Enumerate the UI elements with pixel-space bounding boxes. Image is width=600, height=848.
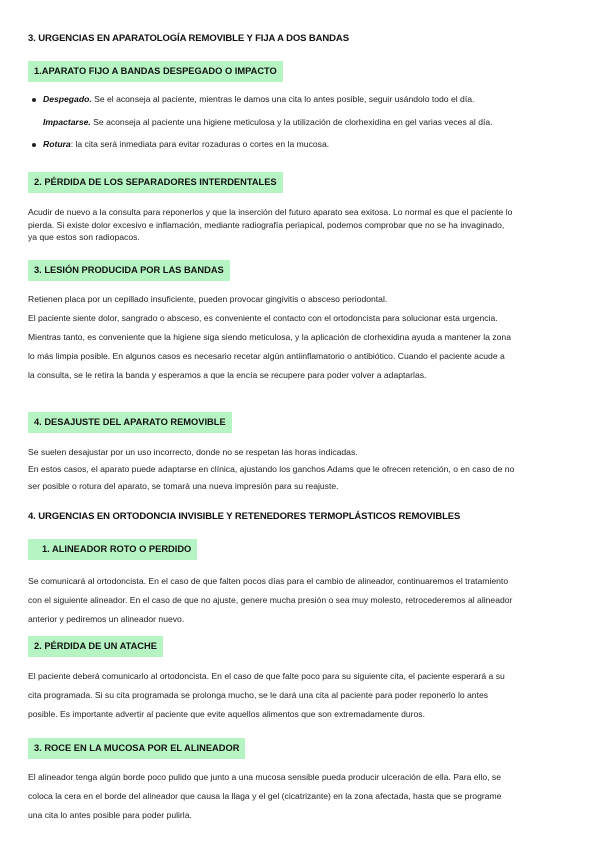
bullet-dot bbox=[32, 98, 36, 102]
subsection-heading-alineador-roto: 1. ALINEADOR ROTO O PERDIDO bbox=[28, 539, 197, 560]
paragraph-roce-mucosa: El alineador tenga algún borde poco pulido que junto a una mucosa sensible pueda producir ulceración de ella. Para ello, se coloca la cera en el borde del alineador que causa la llaga y el gel (cicatrizante) en la zona afectada, hasta que se programe una cita lo antes posible para poder pulirla. bbox=[28, 772, 502, 820]
section-4-heading: 4. URGENCIAS EN ORTODONCIA INVISIBLE Y RETENEDORES TERMOPLÁSTICOS REMOVIBLES bbox=[28, 511, 461, 522]
paragraph-alineador-roto: Se comunicará al ortodoncista. En el caso de que falten pocos días para el cambio de alineador, continuaremos el tratamiento con el siguiente alineador. En el caso de que no ajuste, genere mucha presión o sea muy molesto, retrocederemos al alineador anterior y pediremos un alineador nuevo. bbox=[28, 576, 513, 624]
subsection-heading-desajuste: 4. DESAJUSTE DEL APARATO REMOVIBLE bbox=[28, 412, 232, 433]
paragraph-atache: El paciente deberá comunicarlo al ortodoncista. En el caso de que falte poco para su siguiente cita, el paciente esperará a su cita programada. Si su cita programada se prolonga mucho, se le dará una cita al paciente para poder reponerlo lo antes posible. Es importante advertir al paciente que evite aquellos alimentos que son extremadamente duros. bbox=[28, 671, 505, 719]
subsection-heading-lesion-bandas: 3. LESIÓN PRODUCIDA POR LAS BANDAS bbox=[28, 260, 230, 281]
bullet-dot bbox=[32, 143, 36, 147]
paragraph-desajuste: Se suelen desajustar por un uso incorrecto, donde no se respetan las horas indicadas. En estos casos, el aparato puede adaptarse en clínica, ajustando los ganchos Adams que le ofrecen retención, o en caso de no ser posible o rotura del aparato, se tomará una nueva impresión para su reajuste. bbox=[28, 447, 515, 491]
list-item-rotura: Rotura: la cita será inmediata para evitar rozaduras o cortes en la mucosa. bbox=[43, 139, 330, 149]
section-3-heading: 3. URGENCIAS EN APARATOLOGÍA REMOVIBLE Y FIJA A DOS BANDAS bbox=[28, 33, 349, 44]
list-item-impactarse: Impactarse. Se aconseja al paciente una higiene meticulosa y la utilización de clorhexidina en gel varias veces al día. bbox=[43, 117, 493, 127]
paragraph-lesion-bandas: Retienen placa por un cepillado insuficiente, pueden provocar gingivitis o absceso periodontal. El paciente siente dolor, sangrado o absceso, es conveniente el contacto con el ortodoncista para solucionar esta urgencia. Mientras tanto, es conveniente que la higiene siga siendo meticulosa, y la aplicación de clorhexidina ayuda a mantener la zona lo más limpia posible. En algunos casos es necesario recetar algún antiinflamatorio o antibiótico. Cuando el paciente acude a la consulta, se le retira la banda y esperamos a que la encía se recupere para poder volver a adaptarlas. bbox=[28, 294, 511, 380]
subsection-heading-atache: 2. PÉRDIDA DE UN ATACHE bbox=[28, 636, 163, 657]
subsection-heading-separadores: 2. PÉRDIDA DE LOS SEPARADORES INTERDENTALES bbox=[28, 172, 283, 193]
subsection-heading-roce-mucosa: 3. ROCE EN LA MUCOSA POR EL ALINEADOR bbox=[28, 738, 245, 759]
list-item-despegado: Despegado. Se el aconseja al paciente, mientras le damos una cita lo antes posible, seguir usándolo todo el día. bbox=[43, 94, 475, 104]
paragraph-separadores: Acudir de nuevo a la consulta para reponerlos y que la inserción del futuro aparato sea exitosa. Lo normal es que el paciente lo pierda. Si existe dolor excesivo e inflamación, mediante radiografía periapical, podemos comprobar que no se ha invaginado, ya que estos son radiopacos. bbox=[28, 207, 513, 242]
subsection-heading-aparato-fijo: 1.APARATO FIJO A BANDAS DESPEGADO O IMPACTO bbox=[28, 61, 283, 82]
